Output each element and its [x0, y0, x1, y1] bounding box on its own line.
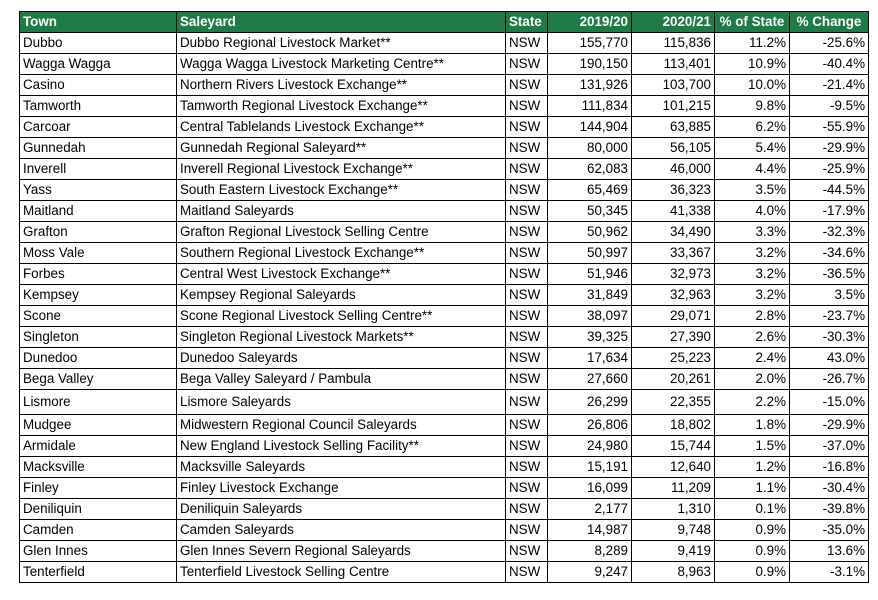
town-cell: Deniliquin — [20, 499, 177, 520]
town-cell: Tamworth — [20, 96, 177, 117]
value-2019-20-cell: 190,150 — [548, 54, 632, 75]
table-row — [20, 541, 869, 562]
pct-change-cell: -36.5% — [790, 264, 869, 285]
pct-of-state-cell: 1.2% — [715, 457, 790, 478]
town-cell: Finley — [20, 478, 177, 499]
town-cell: Dubbo — [20, 33, 177, 54]
pct-of-state-cell: 3.5% — [715, 180, 790, 201]
pct-change-cell: -35.0% — [790, 520, 869, 541]
table-row — [20, 520, 869, 541]
state-cell: NSW — [506, 201, 548, 222]
value-2020-21-cell: 25,223 — [632, 348, 715, 369]
table-row — [20, 117, 869, 138]
state-cell: NSW — [506, 159, 548, 180]
value-2019-20-cell: 16,099 — [548, 478, 632, 499]
saleyard-cell: South Eastern Livestock Exchange** — [177, 180, 506, 201]
pct-change-cell: -30.3% — [790, 327, 869, 348]
pct-change-cell: -40.4% — [790, 54, 869, 75]
state-cell: NSW — [506, 96, 548, 117]
state-cell: NSW — [506, 180, 548, 201]
value-2020-21-cell: 1,310 — [632, 499, 715, 520]
town-cell: Armidale — [20, 436, 177, 457]
value-2020-21-cell: 63,885 — [632, 117, 715, 138]
state-cell: NSW — [506, 520, 548, 541]
value-2019-20-cell: 62,083 — [548, 159, 632, 180]
value-2019-20-cell: 31,849 — [548, 285, 632, 306]
table-row — [20, 180, 869, 201]
table-row — [20, 75, 869, 96]
state-cell: NSW — [506, 138, 548, 159]
table-row — [20, 457, 869, 478]
value-2019-20-cell: 144,904 — [548, 117, 632, 138]
value-2020-21-cell: 101,215 — [632, 96, 715, 117]
table-row — [20, 390, 869, 415]
pct-change-cell: -34.6% — [790, 243, 869, 264]
value-2020-21-cell: 27,390 — [632, 327, 715, 348]
town-cell: Inverell — [20, 159, 177, 180]
state-cell: NSW — [506, 436, 548, 457]
value-2020-21-cell: 115,836 — [632, 33, 715, 54]
col-header-saleyard: Saleyard — [177, 12, 506, 33]
saleyard-cell: Camden Saleyards — [177, 520, 506, 541]
value-2020-21-cell: 15,744 — [632, 436, 715, 457]
pct-of-state-cell: 4.0% — [715, 201, 790, 222]
pct-change-cell: -21.4% — [790, 75, 869, 96]
value-2019-20-cell: 51,946 — [548, 264, 632, 285]
town-cell: Camden — [20, 520, 177, 541]
saleyard-cell: Tenterfield Livestock Selling Centre — [177, 562, 506, 583]
col-header-pct-change: % Change — [790, 12, 869, 33]
table-row — [20, 327, 869, 348]
value-2019-20-cell: 111,834 — [548, 96, 632, 117]
state-cell: NSW — [506, 75, 548, 96]
pct-of-state-cell: 3.2% — [715, 243, 790, 264]
town-cell: Lismore — [20, 390, 177, 415]
state-cell: NSW — [506, 562, 548, 583]
table-row — [20, 264, 869, 285]
state-cell: NSW — [506, 264, 548, 285]
pct-change-cell: -9.5% — [790, 96, 869, 117]
town-cell: Yass — [20, 180, 177, 201]
town-cell: Maitland — [20, 201, 177, 222]
value-2020-21-cell: 32,973 — [632, 264, 715, 285]
col-header-state: State — [506, 12, 548, 33]
table-body — [20, 33, 869, 583]
state-cell: NSW — [506, 478, 548, 499]
pct-change-cell: 3.5% — [790, 285, 869, 306]
table-row — [20, 478, 869, 499]
state-cell: NSW — [506, 222, 548, 243]
value-2019-20-cell: 26,806 — [548, 415, 632, 436]
pct-change-cell: -25.9% — [790, 159, 869, 180]
value-2019-20-cell: 26,299 — [548, 390, 632, 415]
pct-of-state-cell: 3.3% — [715, 222, 790, 243]
value-2020-21-cell: 29,071 — [632, 306, 715, 327]
table-row — [20, 562, 869, 583]
value-2019-20-cell: 50,345 — [548, 201, 632, 222]
pct-of-state-cell: 6.2% — [715, 117, 790, 138]
table-row — [20, 54, 869, 75]
value-2019-20-cell: 8,289 — [548, 541, 632, 562]
saleyard-cell: Macksville Saleyards — [177, 457, 506, 478]
pct-change-cell: 13.6% — [790, 541, 869, 562]
pct-of-state-cell: 3.2% — [715, 264, 790, 285]
pct-change-cell: -55.9% — [790, 117, 869, 138]
saleyard-cell: New England Livestock Selling Facility** — [177, 436, 506, 457]
saleyard-cell: Dubbo Regional Livestock Market** — [177, 33, 506, 54]
pct-of-state-cell: 0.9% — [715, 562, 790, 583]
table-row — [20, 222, 869, 243]
saleyard-cell: Scone Regional Livestock Selling Centre** — [177, 306, 506, 327]
pct-change-cell: -17.9% — [790, 201, 869, 222]
value-2020-21-cell: 34,490 — [632, 222, 715, 243]
value-2020-21-cell: 8,963 — [632, 562, 715, 583]
value-2019-20-cell: 24,980 — [548, 436, 632, 457]
pct-of-state-cell: 2.2% — [715, 390, 790, 415]
pct-change-cell: -3.1% — [790, 562, 869, 583]
pct-change-cell: -29.9% — [790, 415, 869, 436]
pct-of-state-cell: 10.0% — [715, 75, 790, 96]
saleyard-cell: Gunnedah Regional Saleyard** — [177, 138, 506, 159]
table-row — [20, 96, 869, 117]
col-header-2019-20: 2019/20 — [548, 12, 632, 33]
value-2019-20-cell: 80,000 — [548, 138, 632, 159]
value-2020-21-cell: 9,419 — [632, 541, 715, 562]
saleyard-cell: Southern Regional Livestock Exchange** — [177, 243, 506, 264]
saleyard-cell: Grafton Regional Livestock Selling Centre — [177, 222, 506, 243]
pct-of-state-cell: 0.9% — [715, 520, 790, 541]
pct-of-state-cell: 3.2% — [715, 285, 790, 306]
pct-of-state-cell: 1.5% — [715, 436, 790, 457]
value-2020-21-cell: 12,640 — [632, 457, 715, 478]
town-cell: Glen Innes — [20, 541, 177, 562]
pct-change-cell: -29.9% — [790, 138, 869, 159]
state-cell: NSW — [506, 285, 548, 306]
value-2020-21-cell: 103,700 — [632, 75, 715, 96]
state-cell: NSW — [506, 54, 548, 75]
town-cell: Gunnedah — [20, 138, 177, 159]
value-2020-21-cell: 22,355 — [632, 390, 715, 415]
pct-change-cell: -44.5% — [790, 180, 869, 201]
saleyard-cell: Glen Innes Severn Regional Saleyards — [177, 541, 506, 562]
value-2019-20-cell: 131,926 — [548, 75, 632, 96]
saleyards-table — [19, 11, 869, 583]
table-row — [20, 348, 869, 369]
value-2019-20-cell: 155,770 — [548, 33, 632, 54]
saleyard-cell: Finley Livestock Exchange — [177, 478, 506, 499]
value-2020-21-cell: 9,748 — [632, 520, 715, 541]
col-header-2020-21: 2020/21 — [632, 12, 715, 33]
pct-of-state-cell: 2.8% — [715, 306, 790, 327]
state-cell: NSW — [506, 327, 548, 348]
value-2020-21-cell: 32,963 — [632, 285, 715, 306]
saleyard-cell: Lismore Saleyards — [177, 390, 506, 415]
table-row — [20, 415, 869, 436]
saleyard-cell: Central West Livestock Exchange** — [177, 264, 506, 285]
state-cell: NSW — [506, 306, 548, 327]
town-cell: Singleton — [20, 327, 177, 348]
town-cell: Forbes — [20, 264, 177, 285]
saleyard-cell: Deniliquin Saleyards — [177, 499, 506, 520]
value-2019-20-cell: 65,469 — [548, 180, 632, 201]
state-cell: NSW — [506, 348, 548, 369]
saleyard-cell: Midwestern Regional Council Saleyards — [177, 415, 506, 436]
col-header-pct-of-state: % of State — [715, 12, 790, 33]
pct-change-cell: -32.3% — [790, 222, 869, 243]
value-2019-20-cell: 38,097 — [548, 306, 632, 327]
table-row — [20, 138, 869, 159]
state-cell: NSW — [506, 390, 548, 415]
value-2019-20-cell: 15,191 — [548, 457, 632, 478]
col-header-town: Town — [20, 12, 177, 33]
pct-change-cell: -23.7% — [790, 306, 869, 327]
state-cell: NSW — [506, 243, 548, 264]
value-2019-20-cell: 39,325 — [548, 327, 632, 348]
town-cell: Scone — [20, 306, 177, 327]
table-row — [20, 201, 869, 222]
value-2020-21-cell: 33,367 — [632, 243, 715, 264]
town-cell: Carcoar — [20, 117, 177, 138]
saleyard-cell: Kempsey Regional Saleyards — [177, 285, 506, 306]
table-row — [20, 306, 869, 327]
state-cell: NSW — [506, 541, 548, 562]
value-2019-20-cell: 50,962 — [548, 222, 632, 243]
town-cell: Dunedoo — [20, 348, 177, 369]
saleyard-cell: Singleton Regional Livestock Markets** — [177, 327, 506, 348]
value-2020-21-cell: 36,323 — [632, 180, 715, 201]
pct-of-state-cell: 0.9% — [715, 541, 790, 562]
header-row — [20, 12, 869, 33]
town-cell: Casino — [20, 75, 177, 96]
pct-of-state-cell: 11.2% — [715, 33, 790, 54]
pct-change-cell: 43.0% — [790, 348, 869, 369]
value-2019-20-cell: 9,247 — [548, 562, 632, 583]
pct-of-state-cell: 1.8% — [715, 415, 790, 436]
state-cell: NSW — [506, 369, 548, 390]
pct-change-cell: -25.6% — [790, 33, 869, 54]
town-cell: Grafton — [20, 222, 177, 243]
table-row — [20, 33, 869, 54]
pct-of-state-cell: 0.1% — [715, 499, 790, 520]
value-2020-21-cell: 18,802 — [632, 415, 715, 436]
value-2020-21-cell: 56,105 — [632, 138, 715, 159]
table-row — [20, 499, 869, 520]
state-cell: NSW — [506, 117, 548, 138]
town-cell: Bega Valley — [20, 369, 177, 390]
pct-change-cell: -37.0% — [790, 436, 869, 457]
pct-of-state-cell: 10.9% — [715, 54, 790, 75]
pct-of-state-cell: 2.0% — [715, 369, 790, 390]
town-cell: Tenterfield — [20, 562, 177, 583]
table-row — [20, 369, 869, 390]
state-cell: NSW — [506, 415, 548, 436]
town-cell: Mudgee — [20, 415, 177, 436]
state-cell: NSW — [506, 33, 548, 54]
town-cell: Moss Vale — [20, 243, 177, 264]
pct-of-state-cell: 4.4% — [715, 159, 790, 180]
saleyard-cell: Central Tablelands Livestock Exchange** — [177, 117, 506, 138]
value-2019-20-cell: 14,987 — [548, 520, 632, 541]
value-2020-21-cell: 46,000 — [632, 159, 715, 180]
pct-of-state-cell: 5.4% — [715, 138, 790, 159]
town-cell: Macksville — [20, 457, 177, 478]
saleyard-cell: Northern Rivers Livestock Exchange** — [177, 75, 506, 96]
table-row — [20, 285, 869, 306]
saleyard-cell: Inverell Regional Livestock Exchange** — [177, 159, 506, 180]
pct-change-cell: -30.4% — [790, 478, 869, 499]
value-2019-20-cell: 2,177 — [548, 499, 632, 520]
state-cell: NSW — [506, 499, 548, 520]
pct-change-cell: -26.7% — [790, 369, 869, 390]
saleyard-cell: Wagga Wagga Livestock Marketing Centre** — [177, 54, 506, 75]
town-cell: Kempsey — [20, 285, 177, 306]
value-2019-20-cell: 50,997 — [548, 243, 632, 264]
table-row — [20, 436, 869, 457]
value-2019-20-cell: 17,634 — [548, 348, 632, 369]
state-cell: NSW — [506, 457, 548, 478]
saleyard-cell: Tamworth Regional Livestock Exchange** — [177, 96, 506, 117]
pct-change-cell: -16.8% — [790, 457, 869, 478]
pct-change-cell: -15.0% — [790, 390, 869, 415]
value-2020-21-cell: 11,209 — [632, 478, 715, 499]
value-2020-21-cell: 41,338 — [632, 201, 715, 222]
saleyard-cell: Bega Valley Saleyard / Pambula — [177, 369, 506, 390]
value-2019-20-cell: 27,660 — [548, 369, 632, 390]
pct-of-state-cell: 2.4% — [715, 348, 790, 369]
pct-of-state-cell: 2.6% — [715, 327, 790, 348]
town-cell: Wagga Wagga — [20, 54, 177, 75]
pct-change-cell: -39.8% — [790, 499, 869, 520]
saleyard-cell: Maitland Saleyards — [177, 201, 506, 222]
saleyard-cell: Dunedoo Saleyards — [177, 348, 506, 369]
pct-of-state-cell: 1.1% — [715, 478, 790, 499]
table-row — [20, 159, 869, 180]
table-row — [20, 243, 869, 264]
value-2020-21-cell: 113,401 — [632, 54, 715, 75]
pct-of-state-cell: 9.8% — [715, 96, 790, 117]
value-2020-21-cell: 20,261 — [632, 369, 715, 390]
